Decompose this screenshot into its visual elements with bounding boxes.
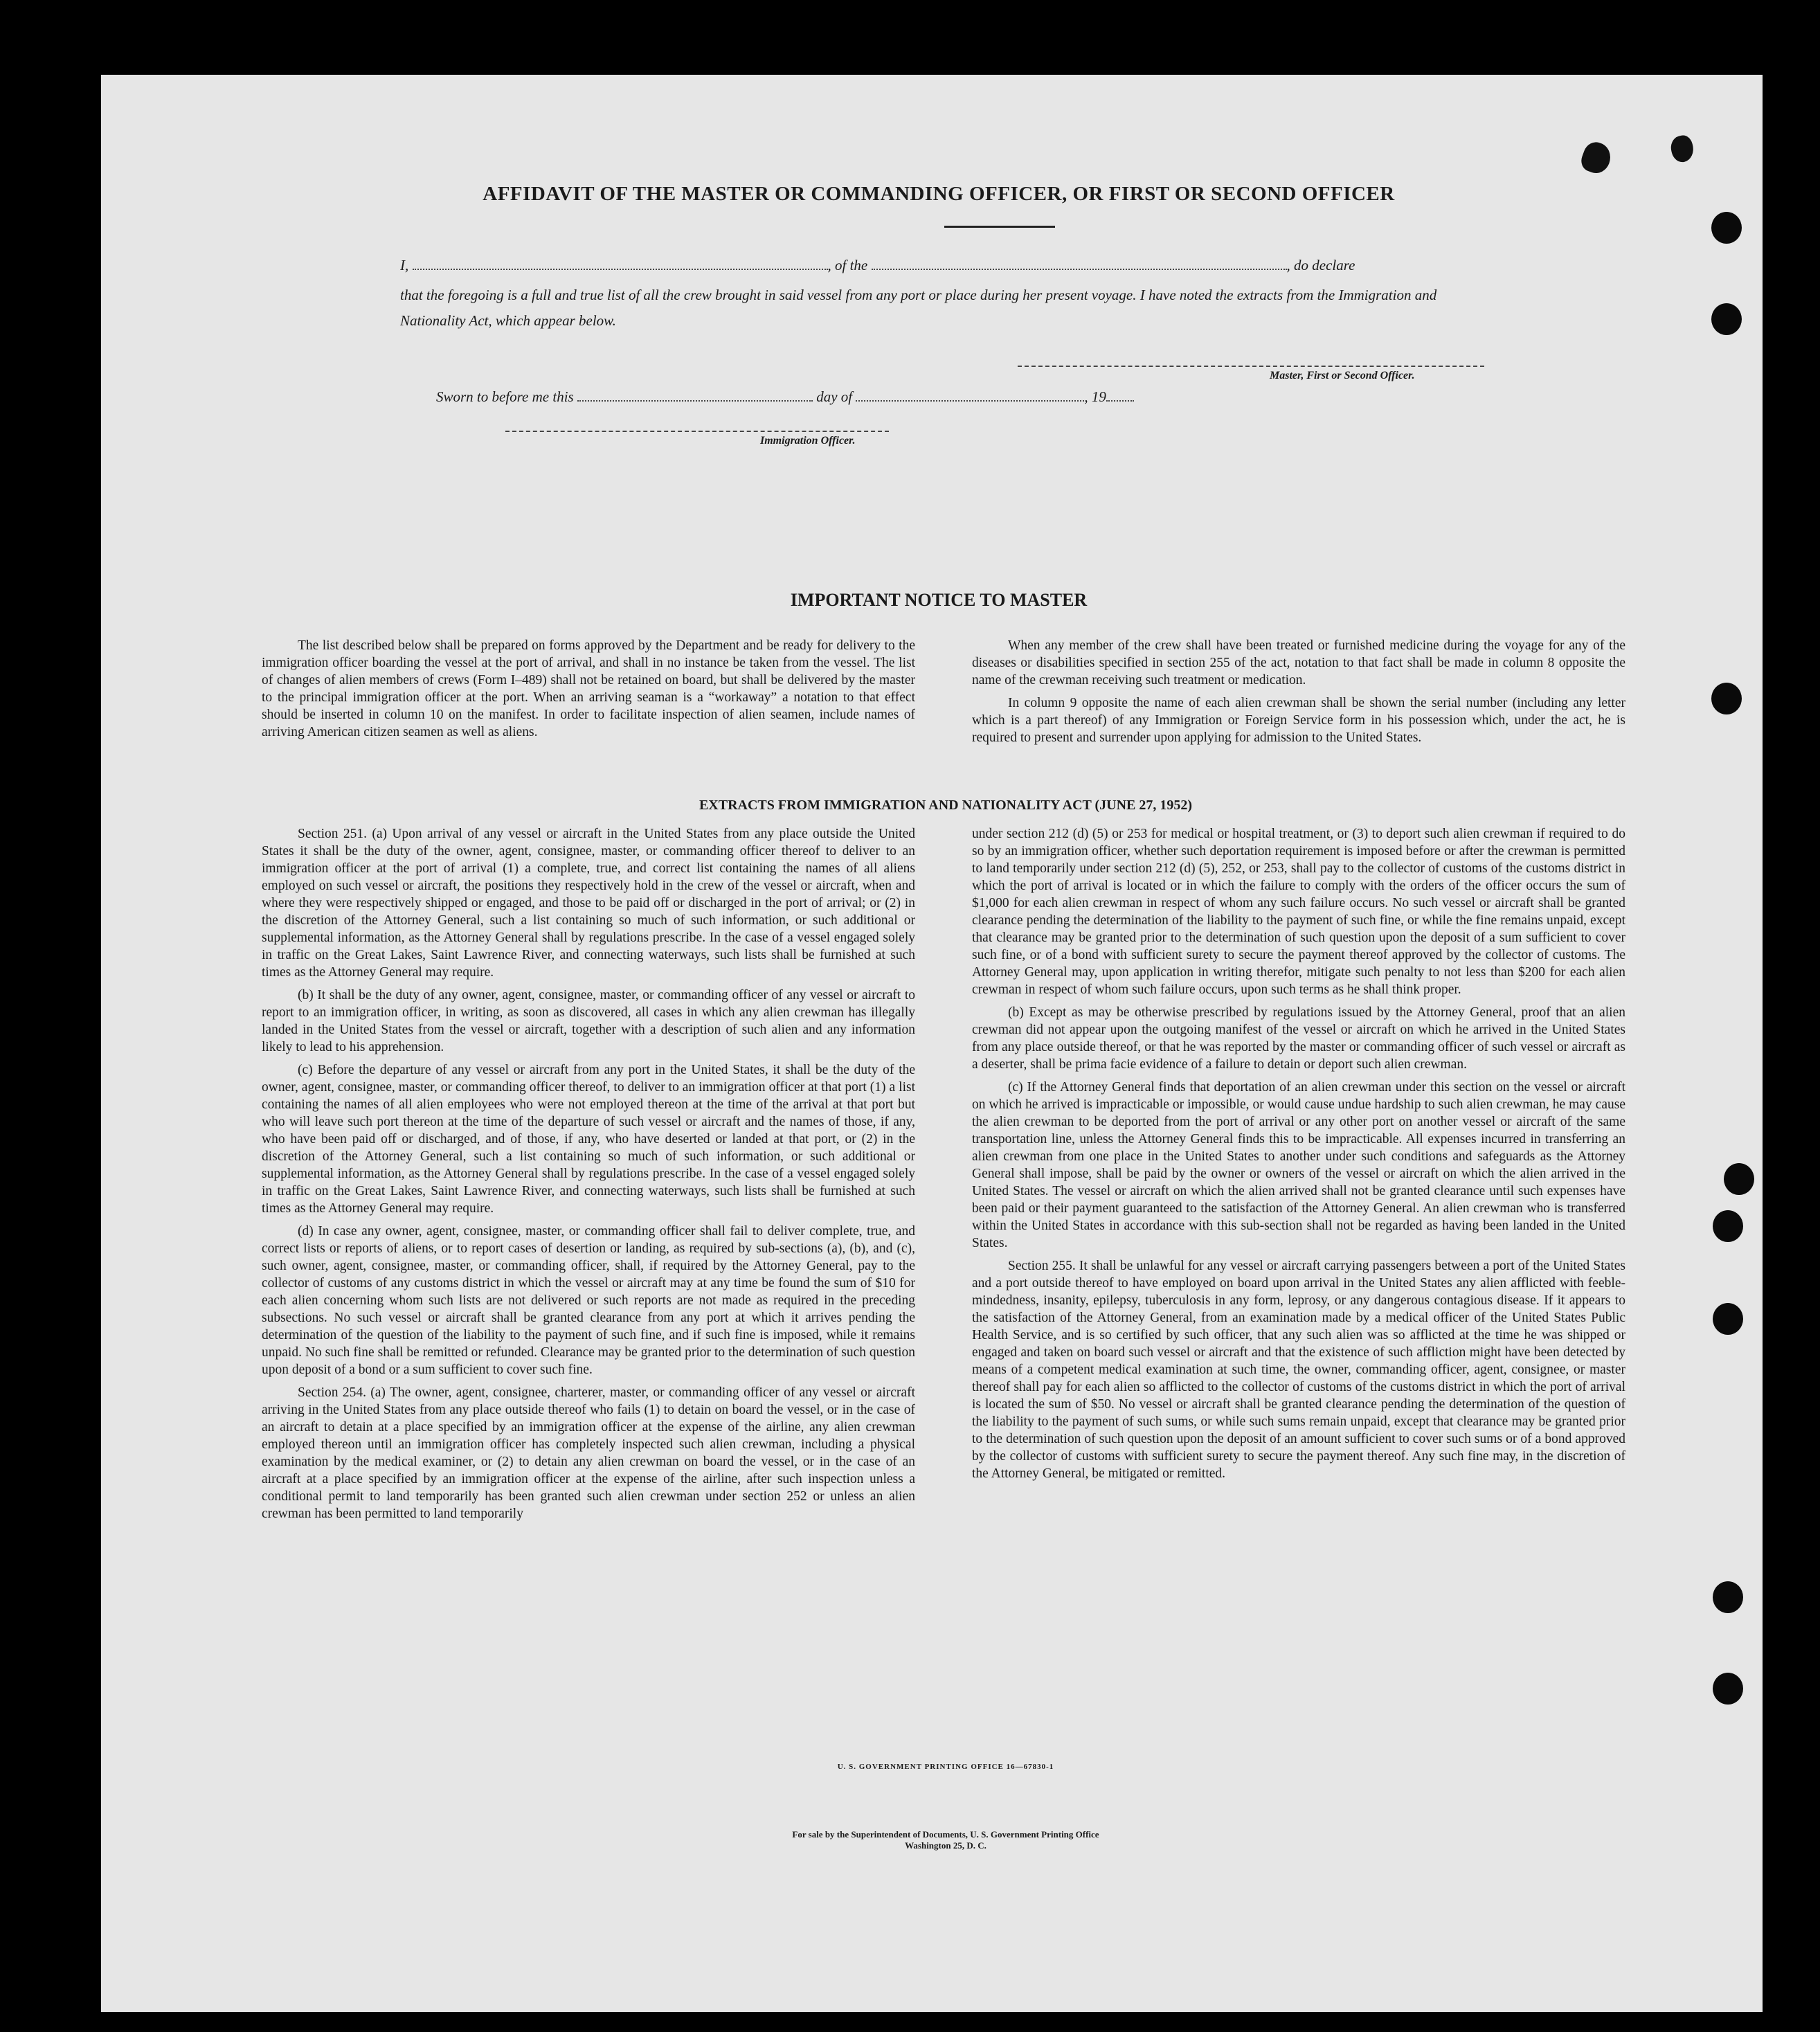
title-rule xyxy=(944,226,1055,228)
declaration-of-the-label: , of the xyxy=(827,257,868,273)
declaration-declare-label: , do declare xyxy=(1286,257,1355,273)
extract-paragraph: (b) Except as may be otherwise prescribed by regulations issued by the Attorney General, proof that an alien crewman did not appear upon the outgoing manifest of the vessel or aircraft on which he arrived in the United States from any place outside thereof, or that he was reported by the master or commanding officer of such vessel or aircraft as a deserter, shall be prima facie evidence of a failure to detain or deport such alien crewman. xyxy=(972,1005,1625,1072)
ink-blot xyxy=(1578,138,1615,177)
sale-notice xyxy=(101,1829,1790,1851)
notice-paragraph: The list described below shall be prepared on forms approved by the Department and be ready for delivery to the immigration officer boarding the vessel at the port of arrival, and shall in no instance be taken from the vessel. The list of changes of alien members of crews (Form I–489) shall not be retained on board, but shall be delivered by the master to the principal immigration officer at the port. When an arriving seaman is a “workaway” a notation to that effect should be inserted in column 10 on the manifest. In order to facilitate inspection of alien seamen, include names of arriving American citizen seamen as well as aliens. xyxy=(262,638,915,739)
extract-paragraph: (d) In case any owner, agent, consignee, master, or commanding officer shall fail to deliver complete, true, and correct lists or reports of aliens, or to report cases of desertion or landing, as required by sub-sections (a), (b), and (c), such owner, agent, consignee, master, or commanding officer, shall, if required by the Attorney General, pay to the collector of customs of any customs district in which the vessel or aircraft may at any time be found the sum of $10 for each alien concerning whom such lists are not delivered or such reports are not made as required in the preceding subsections. No such vessel or aircraft shall be granted clearance from any port at which it arrives pending the determination of the question of the liability to the payment of such fine, and if such fine is imposed, while it remains unpaid. No such fine shall be remitted or refunded. Clearance may be granted prior to the determination of such question upon deposit of a bond or a sum sufficient to cover such fine. xyxy=(262,1224,915,1377)
sale-notice-line2: Washington 25, D. C. xyxy=(905,1840,986,1851)
punch-hole xyxy=(1724,1163,1754,1195)
sworn-year-field[interactable] xyxy=(1106,388,1134,402)
ink-blot xyxy=(1668,134,1697,165)
officer-signature-line[interactable] xyxy=(505,431,889,432)
extract-paragraph: Section 255. It shall be unlawful for any vessel or aircraft carrying passengers between a port of the United States and a port outside thereof to have employed on board upon arrival in the United States any alien afflicted with feeble-mindedness, insanity, epilepsy, tuberculosis in any form, leprosy, or any dangerous contagious disease. If it appears to the satisfaction of the Attorney General, from an examination made by a medical officer of the United States Public Health Service, and is so certified by such officer, that any such alien was so afflicted at the time he was shipped or engaged and taken on board such vessel or aircraft and that the existence of such affliction might have been detected by means of a competent medical examination at such time, the owner, commanding officer, agent, consignee, or master thereof shall pay for each alien so afflicted to the collector of customs of the customs district in which the port of arrival is located the sum of $50. No vessel or aircraft shall be granted clearance pending the determination of the question of the liability to the payment of such sums, or while such sums remain unpaid, except that clearance may be granted prior to the determination of such question upon the deposit of an amount sufficient to cover such sums or of a bond approved by the collector of customs with sufficient surety to secure the payment thereof. Any such fine may, in the discretion of the Attorney General, be mitigated or remitted. xyxy=(972,1259,1625,1481)
extracts-right-column xyxy=(972,825,1625,1488)
punch-hole xyxy=(1713,1581,1743,1613)
officer-signature-caption: Immigration Officer. xyxy=(760,435,856,447)
punch-hole xyxy=(1713,1210,1743,1242)
notice-left-column xyxy=(262,637,915,746)
affidavit-title: AFFIDAVIT OF THE MASTER OR COMMANDING OFFICER, OR FIRST OR SECOND OFFICER xyxy=(483,183,1395,205)
declaration-line xyxy=(400,256,1355,274)
extract-paragraph: under section 212 (d) (5) or 253 for medical or hospital treatment, or (3) to deport such alien crewman if required to do so by an immigration officer, whether such deportation requirement is imposed before or after the crewman is permitted to land temporarily under section 212 (d) (5), 252, or 253, shall pay to the collector of customs of the customs district in which the port of arrival is located or in which the failure to comply with the orders of the officer occurs the sum of $1,000 for each alien crewman in respect of whom any such failure occurs. No such vessel or aircraft shall be granted clearance pending the determination of the liability to the payment of such fine, or while the fine remains unpaid, except that clearance may be granted prior to the determination of such question upon the deposit of a sum sufficient to cover such fine, or of a bond with sufficient surety to secure the payment thereof approved by the collector of customs. The Attorney General may, upon application in writing therefor, mitigate such penalty to not less than $200 for each alien crewman in respect of whom such failure occurs, upon such terms as he shall think proper. xyxy=(972,827,1625,997)
sworn-label: Sworn to before me this xyxy=(436,388,574,405)
extract-paragraph: (b) It shall be the duty of any owner, agent, consignee, master, or commanding officer of any vessel or aircraft to report to an immigration officer, in writing, as soon as discovered, all cases in which any alien crewman has illegally landed in the United States from the vessel or aircraft, together with a description of such alien and any information likely to lead to his apprehension. xyxy=(262,988,915,1054)
declarant-name-field[interactable] xyxy=(413,256,828,270)
master-signature-line[interactable] xyxy=(1018,366,1484,367)
extract-paragraph: Section 251. (a) Upon arrival of any vessel or aircraft in the United States from any place outside the United States it shall be the duty of the owner, agent, consignee, master, or commanding officer thereof to deliver to an immigration officer at the port of arrival (1) a complete, true, and correct list containing the names of all aliens employed on such vessel or aircraft, the positions they respectively hold in the crew of the vessel or aircraft, when and where they were respectively shipped or engaged, and those to be paid off or discharged in the port of arrival; or (2) in the discretion of the Attorney General, such a list containing so much of such information, or such additional or supplemental information, as the Attorney General shall by regulations prescribe. In the case of a vessel engaged solely in traffic on the Great Lakes, Saint Lawrence River, and connecting waterways, such lists shall be furnished at such times as the Attorney General may require. xyxy=(262,827,915,980)
punch-hole xyxy=(1711,212,1742,244)
form-sheet xyxy=(101,75,1763,2012)
printing-office-code: U. S. GOVERNMENT PRINTING OFFICE 16—67830-1 xyxy=(837,1763,1054,1771)
master-signature-caption: Master, First or Second Officer. xyxy=(1270,370,1415,381)
vessel-name-field[interactable] xyxy=(872,256,1287,270)
punch-hole xyxy=(1713,1303,1743,1335)
notice-paragraph: When any member of the crew shall have been treated or furnished medicine during the voyage for any of the diseases or disabilities specified in section 255 of the act, notation to that fact shall be made in column 8 opposite the name of the crewman receiving such treatment or medication. xyxy=(972,638,1625,687)
year-label: , 19 xyxy=(1084,388,1106,405)
extract-paragraph: Section 254. (a) The owner, agent, consignee, charterer, master, or commanding officer of any vessel or aircraft arriving in the United States from any place outside thereof who fails (1) to detain on board the vessel, or in the case of an aircraft to detain at a place specified by an immigration officer at the expense of the airline, any alien crewman employed thereon until an immigration officer has completely inspected such alien crewman, including a physical examination by the medical examiner, or (2) to detain any alien crewman on board the vessel, or in the case of an aircraft at a place specified by an immigration officer at the expense of the airline, after such inspection unless a conditional permit to land temporarily has been granted such alien crewman under section 252 or unless an alien crewman has been permitted to land temporarily xyxy=(262,1385,915,1521)
extracts-left-column xyxy=(262,825,915,1528)
notice-right-column xyxy=(972,637,1625,752)
notice-paragraph: In column 9 opposite the name of each alien crewman shall be shown the serial number (including any letter which is a part thereof) of any Immigration or Foreign Service form in his possession which, under the act, he is required to present and surrender upon applying for admission to the United States. xyxy=(972,696,1625,745)
notice-title: IMPORTANT NOTICE TO MASTER xyxy=(790,590,1088,610)
sworn-line xyxy=(436,388,1134,406)
extract-paragraph: (c) If the Attorney General finds that deportation of an alien crewman under this section on the vessel or aircraft on which he arrived is impracticable or impossible, or would cause undue hardship to such alien crewman, he may cause the alien crewman to be deported from the port of arrival or any other port on another vessel or aircraft of the same transportation line, unless the Attorney General finds this to be impracticable. All expenses incurred in transferring an alien crewman from one place in the United States to another under such conditions and safeguards as the Attorney General shall impose, shall be paid by the owner or owners of the vessel or aircraft on which the alien arrived in the United States. The vessel or aircraft on which the alien arrived shall not be granted clearance until such expenses have been paid or their payment guaranteed to the satisfaction of the Attorney General. An alien crewman who is transferred within the United States in accordance with this sub-section shall not be regarded as having been landed in the United States. xyxy=(972,1080,1625,1250)
extracts-title: EXTRACTS FROM IMMIGRATION AND NATIONALITY ACT (JUNE 27, 1952) xyxy=(699,798,1193,813)
declaration-i-label: I, xyxy=(400,257,409,273)
sworn-month-field[interactable] xyxy=(856,388,1084,402)
punch-hole xyxy=(1711,683,1742,714)
sale-notice-line1: For sale by the Superintendent of Documents, U. S. Government Printing Office xyxy=(792,1829,1099,1840)
punch-hole xyxy=(1713,1673,1743,1705)
sworn-day-field[interactable] xyxy=(577,388,813,402)
extract-paragraph: (c) Before the departure of any vessel or aircraft from any port in the United States, it shall be the duty of the owner, agent, consignee, master, or commanding officer thereof, to deliver to an immigration officer at that port (1) a list containing the names of all alien employees who were not employed thereon at the time of the arrival at that port but who will leave such port thereon at the time of the departure of such vessel or aircraft and the names of those, if any, who have been paid off or discharged, and of those, if any, who have deserted or landed at that port, or (2) in the discretion of the Attorney General, such a list containing so much of such information, or such additional or supplemental information, as the Attorney General shall by regulations prescribe. In the case of a vessel engaged solely in traffic on the Great Lakes, Saint Lawrence River, and connecting waterways, such lists shall be furnished at such times as the Attorney General may require. xyxy=(262,1063,915,1216)
punch-hole xyxy=(1711,303,1742,335)
declaration-body: that the foregoing is a full and true list of all the crew brought in said vessel from any port or place during her present voyage. I have noted the extracts from the Immigration and Nationality Act, which appear below. xyxy=(400,287,1437,329)
day-of-label: day of xyxy=(816,388,853,405)
